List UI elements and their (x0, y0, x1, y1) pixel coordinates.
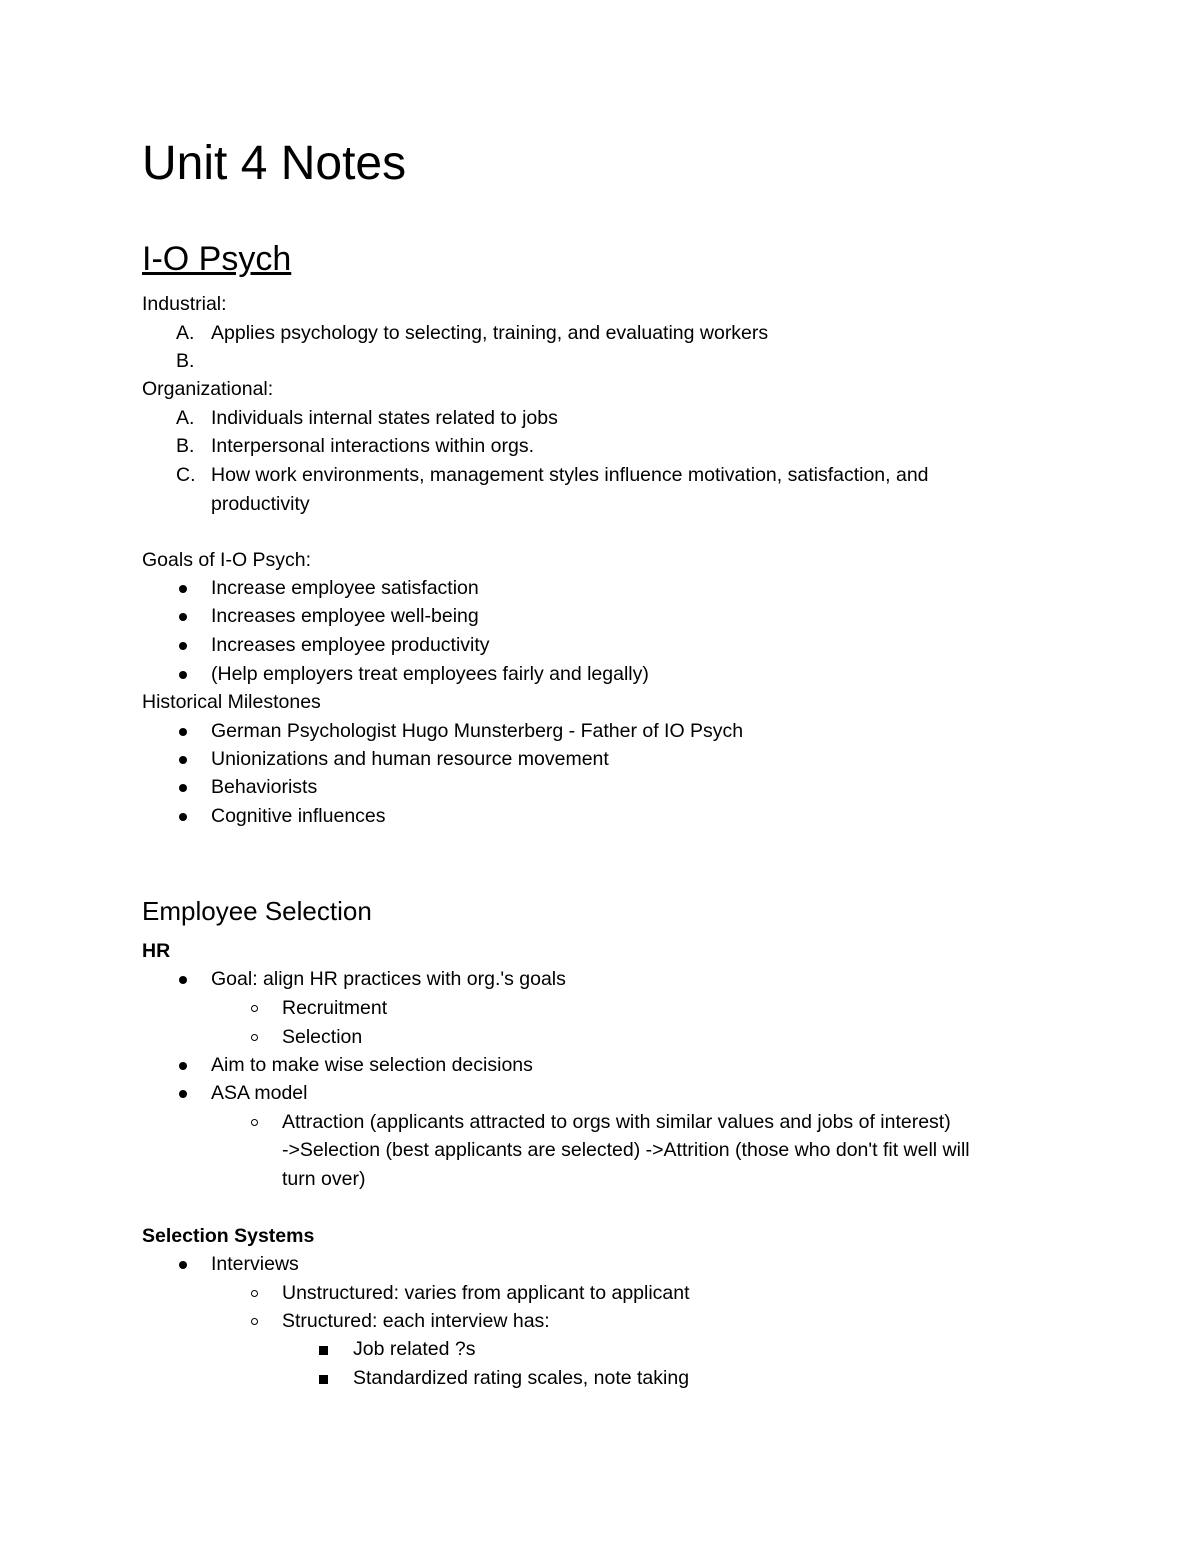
list-item: Individuals internal states related to jobs (211, 407, 558, 429)
bullet-icon (179, 642, 187, 650)
sub-bullet-icon (251, 1034, 258, 1041)
list-item-continuation: ->Selection (best applicants are selected) ->Attrition (those who don't fit well will (282, 1139, 970, 1161)
page-title: Unit 4 Notes (142, 137, 407, 190)
list-item: Increases employee productivity (211, 634, 490, 656)
list-item: Interviews (211, 1253, 299, 1275)
list-item: Standardized rating scales, note taking (353, 1367, 690, 1389)
square-bullet-icon (319, 1346, 328, 1355)
list-item-continuation: productivity (211, 493, 310, 515)
list-marker: A. (176, 407, 195, 429)
list-item: German Psychologist Hugo Munsterberg - Father of IO Psych (211, 720, 744, 742)
list-item: How work environments, management styles influence motivation, satisfaction, and (211, 464, 929, 486)
bullet-icon (179, 1090, 187, 1098)
list-item: Attraction (applicants attracted to orgs with similar values and jobs of interest) (282, 1111, 951, 1133)
list-item: Unstructured: varies from applicant to applicant (282, 1282, 690, 1304)
list-item: ASA model (211, 1082, 308, 1104)
bullet-icon (179, 976, 187, 984)
sub-bullet-icon (251, 1290, 258, 1297)
bullet-icon (179, 671, 187, 679)
list-item: Structured: each interview has: (282, 1310, 550, 1332)
list-item: Behaviorists (211, 776, 318, 798)
list-item: Goal: align HR practices with org.'s goals (211, 968, 566, 990)
bullet-icon (179, 585, 187, 593)
list-item: Increase employee satisfaction (211, 577, 479, 599)
list-item: Cognitive influences (211, 805, 386, 827)
bullet-icon (179, 813, 187, 821)
hr-label: HR (142, 940, 171, 962)
list-marker: B. (176, 435, 195, 457)
bullet-icon (179, 613, 187, 621)
selection-systems-label: Selection Systems (142, 1225, 315, 1247)
sub-bullet-icon (251, 1119, 258, 1126)
bullet-icon (179, 1261, 187, 1269)
list-item: (Help employers treat employees fairly and legally) (211, 663, 649, 685)
square-bullet-icon (319, 1375, 328, 1384)
list-item: Aim to make wise selection decisions (211, 1054, 533, 1076)
bullet-icon (179, 728, 187, 736)
list-item: Job related ?s (353, 1338, 476, 1360)
sub-bullet-icon (251, 1318, 258, 1325)
list-item: Recruitment (282, 997, 388, 1019)
list-item: Unionizations and human resource movement (211, 748, 609, 770)
organizational-label: Organizational: (142, 378, 274, 400)
list-item: Selection (282, 1026, 363, 1048)
list-item: Applies psychology to selecting, training, and evaluating workers (211, 322, 769, 344)
goals-label: Goals of I-O Psych: (142, 549, 312, 571)
list-marker: A. (176, 322, 195, 344)
list-item: Interpersonal interactions within orgs. (211, 435, 534, 457)
milestones-label: Historical Milestones (142, 691, 321, 713)
list-marker: C. (176, 464, 196, 486)
bullet-icon (179, 784, 187, 792)
section-heading-io-psych: I-O Psych (142, 240, 292, 278)
bullet-icon (179, 756, 187, 764)
list-marker: B. (176, 350, 195, 372)
list-item: Increases employee well-being (211, 605, 479, 627)
list-item-continuation: turn over) (282, 1168, 366, 1190)
bullet-icon (179, 1062, 187, 1070)
sub-bullet-icon (251, 1005, 258, 1012)
industrial-label: Industrial: (142, 293, 227, 315)
section-heading-employee-selection: Employee Selection (142, 896, 372, 926)
